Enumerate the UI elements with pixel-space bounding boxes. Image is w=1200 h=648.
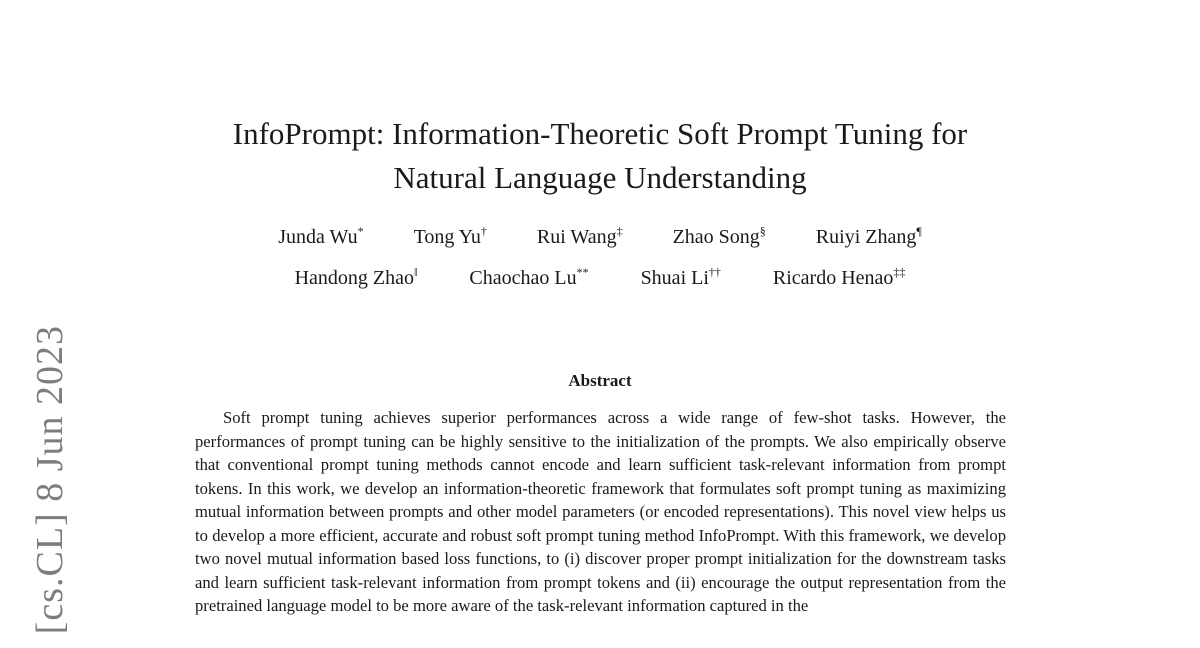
- author-list-row-2: [150, 267, 1050, 290]
- author: Zhao Song§: [672, 224, 766, 248]
- abstract-heading: Abstract: [568, 371, 632, 390]
- paper-title: [150, 112, 1050, 200]
- affiliation-mark: ‡: [616, 224, 623, 238]
- author: Junda Wu*: [278, 224, 364, 248]
- affiliation-mark: §: [759, 224, 766, 238]
- arxiv-stamp-text: [cs.CL] 8 Jun 2023: [29, 325, 71, 635]
- affiliation-mark: **: [576, 265, 589, 279]
- affiliation-mark: ‡‡: [893, 265, 906, 279]
- author: Ruiyi Zhang¶: [815, 224, 922, 248]
- author: Chaochao Lu**: [469, 265, 589, 289]
- author: Shuai Li††: [640, 265, 721, 289]
- affiliation-mark: ‖: [414, 265, 418, 279]
- title-line-2: Natural Language Understanding: [393, 160, 807, 195]
- affiliation-mark: †: [480, 224, 487, 238]
- affiliation-mark: ¶: [916, 224, 922, 238]
- author: Rui Wang‡: [536, 224, 623, 248]
- author-list-row-1: [150, 226, 1050, 249]
- affiliation-mark: *: [357, 224, 364, 238]
- abstract-text: Soft prompt tuning achieves superior performances across a wide range of few-shot tasks. However, the performances of prompt tuning can be highly sensitive to the initialization of the prompts. We also empirically observe that conventional prompt tuning methods cannot encode and learn sufficient task-relevant information from prompt tokens. In this work, we develop an information-theoretic framework that formulates soft prompt tuning as maximizing mutual information between prompts and other model parameters (or encoded representations). This novel view helps us to develop a more efficient, accurate and robust soft prompt tuning method InfoPrompt. With this framework, we develop two novel mutual information based loss functions, to (i) discover proper prompt initialization for the downstream tasks and learn sufficient task-relevant information from prompt tokens and (ii) encourage the output representation from the pretrained language model to be more aware of the task-relevant information captured in the: [195, 408, 1006, 615]
- arxiv-side-stamp: [28, 325, 72, 635]
- affiliation-mark: ††: [708, 265, 721, 279]
- author: Tong Yu†: [413, 224, 487, 248]
- author: Ricardo Henao‡‡: [772, 265, 906, 289]
- title-line-1: InfoPrompt: Information-Theoretic Soft Prompt Tuning for: [232, 116, 968, 151]
- author: Handong Zhao‖: [294, 265, 418, 289]
